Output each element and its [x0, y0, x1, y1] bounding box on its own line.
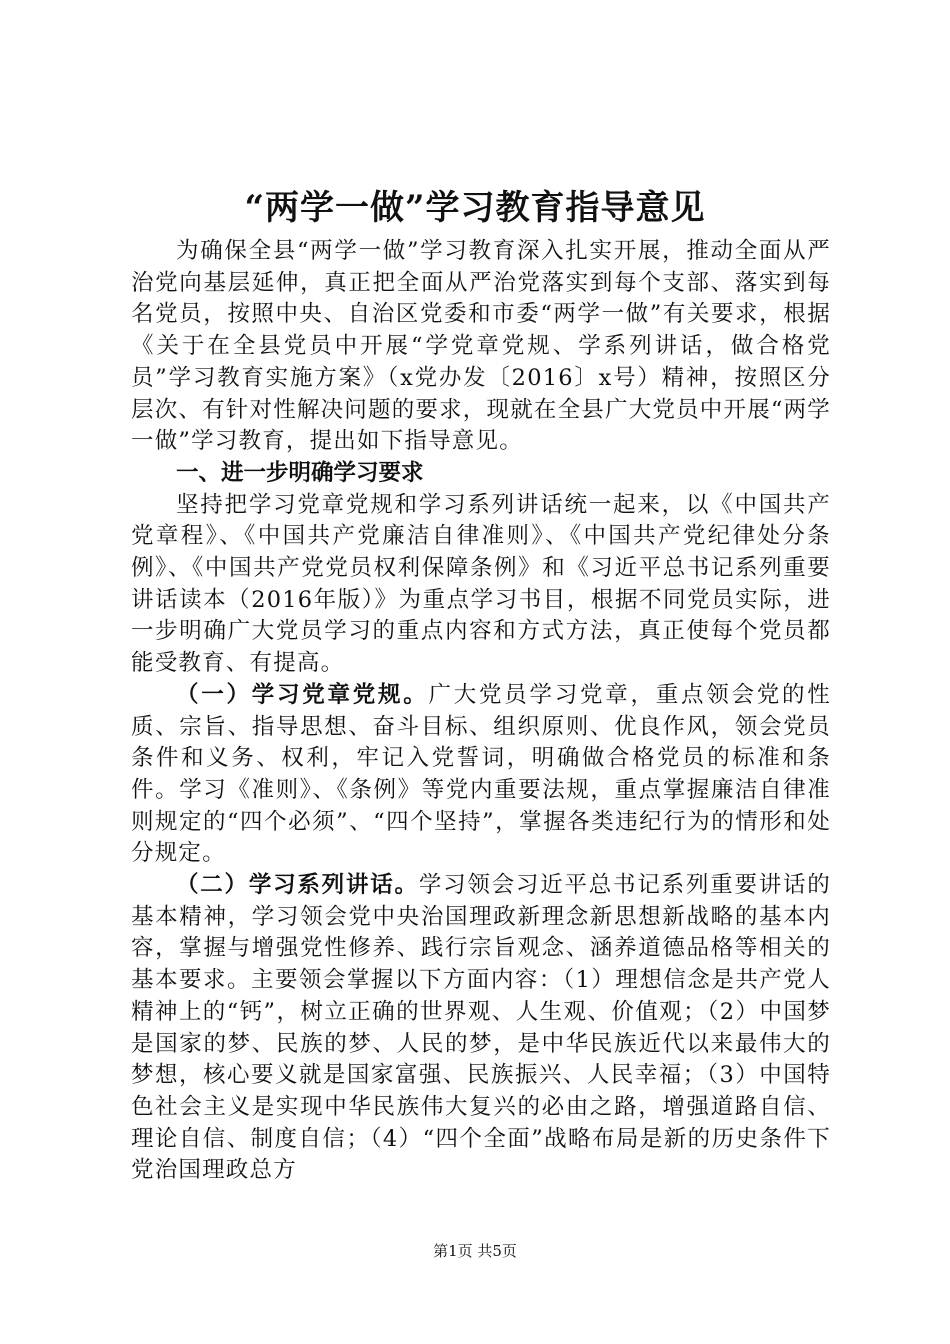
section-1-paragraph: 坚持把学习党章党规和学习系列讲话统一起来，以《中国共产党章程》、《中国共产党廉洁自律准则》、《中国共产党纪律处分条例》、《中国共产党党员权利保障条例》和《习近平总书记系列重要讲话读本（2016年版）》为重点学习书目，根据不同党员实际，进一步明确广大党员学习的重点内容和方式方法，真正使每个党员都能受教育、有提高。: [131, 491, 831, 677]
document-body: [131, 236, 831, 1187]
item-1-paragraph: [131, 680, 831, 870]
item-2-paragraph: [131, 870, 831, 1187]
section-heading-1: 一、进一步明确学习要求: [176, 459, 424, 486]
page-footer: 第1页 共5页: [433, 1242, 517, 1260]
item-1-body: 广大党员学习党章，重点领会党的性质、宗旨、指导思想、奋斗目标、组织原则、优良作风，领会党员条件和义务、权利，牢记入党誓词，明确做合格党员的标准和条件。学习《准则》、《条例》等党内重要法规，重点掌握廉洁自律准则规定的“四个必须”、“四个坚持”，掌握各类违纪行为的情形和处分规定。: [131, 681, 831, 867]
document-title: “两学一做”学习教育指导意见: [244, 188, 706, 228]
item-2-lead: （二）学习系列讲话。: [176, 872, 419, 899]
item-2-body: 学习领会习近平总书记系列重要讲话的基本精神，学习领会党中央治国理政新理念新思想新战略的基本内容，掌握与增强党性修养、践行宗旨观念、涵养道德品格等相关的基本要求。主要领会掌握以下方面内容：（1）理想信念是共产党人精神上的“钙”，树立正确的世界观、人生观、价值观；（2）中国梦是国家的梦、民族的梦、人民的梦，是中华民族近代以来最伟大的梦想，核心要义就是国家富强、民族振兴、人民幸福；（3）中国特色社会主义是实现中华民族伟大复兴的必由之路，增强道路自信、理论自信、制度自信；（4）“四个全面”战略布局是新的历史条件下党治国理政总方: [131, 872, 831, 1184]
item-1-lead: （一）学习党章党规。: [176, 681, 429, 708]
intro-paragraph: 为确保全县“两学一做”学习教育深入扎实开展，推动全面从严治党向基层延伸，真正把全面从严治党落实到每个支部、落实到每名党员，按照中央、自治区党委和市委“两学一做”有关要求，根据《关于在全县党员中开展“学党章党规、学系列讲话，做合格党员”学习教育实施方案》（x党办发〔2016〕x号）精神，按照区分层次、有针对性解决问题的要求，现就在全县广大党员中开展“两学一做”学习教育，提出如下指导意见。: [131, 238, 832, 455]
